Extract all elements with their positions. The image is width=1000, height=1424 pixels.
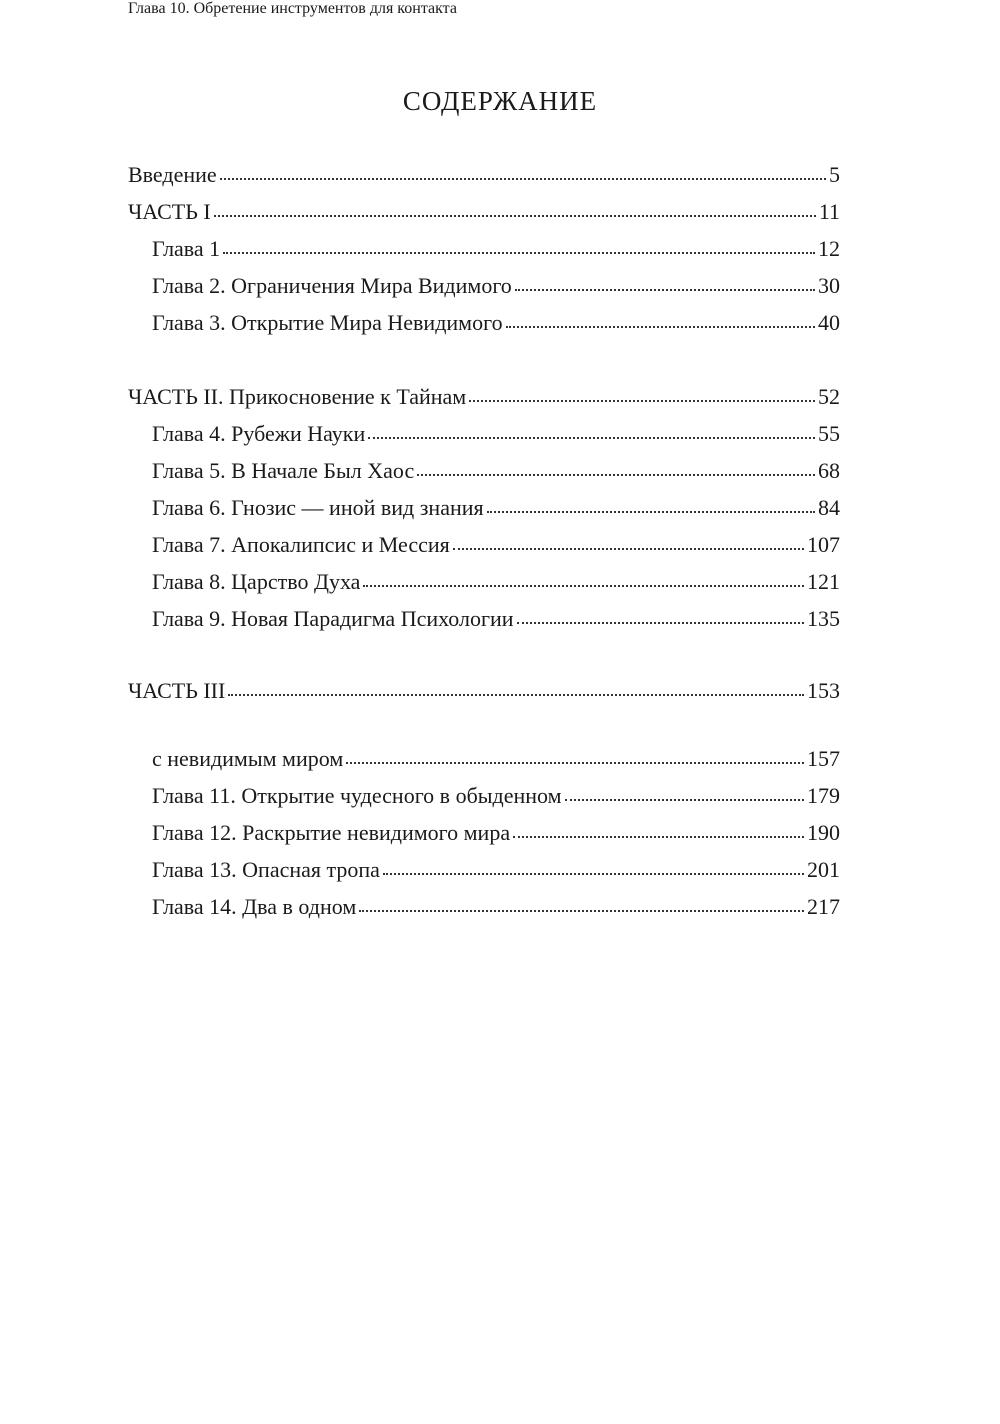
dot-leader <box>469 382 815 404</box>
dot-leader <box>223 234 815 256</box>
dot-leader <box>515 271 815 293</box>
toc-entry-page: 30 <box>818 273 840 298</box>
dot-leader <box>368 419 815 441</box>
toc-entry-page: 157 <box>807 746 840 771</box>
toc-entry-label: с невидимым миром <box>152 746 344 771</box>
toc-entry-label: Глава 1 <box>152 236 221 261</box>
toc-entry-page: 135 <box>807 606 840 631</box>
toc-entry-page: 40 <box>818 310 840 335</box>
dot-leader <box>383 855 804 877</box>
toc-entry-label: Глава 12. Раскрытие невидимого мира <box>152 820 511 845</box>
toc-entry-page: 52 <box>818 384 840 409</box>
toc-entry-chapter-10-line1[interactable]: Глава 10. Обретение инструментов для контакта <box>128 0 457 17</box>
toc-entry-page: 11 <box>818 199 840 224</box>
toc-entry-page: 84 <box>818 495 840 520</box>
toc-entry-chapter-3[interactable] <box>152 308 840 338</box>
toc-entry-page: 5 <box>829 162 840 187</box>
toc-entry-label: ЧАСТЬ III <box>128 678 226 703</box>
dot-leader <box>363 567 804 589</box>
dot-leader <box>513 818 804 840</box>
dot-leader <box>487 493 815 515</box>
toc-entry-chapter-6[interactable] <box>152 493 840 523</box>
toc-entry-page: 153 <box>807 678 840 703</box>
toc-entry-page: 55 <box>818 421 840 446</box>
toc-entry-page: 121 <box>807 569 840 594</box>
toc-entry-chapter-9[interactable] <box>152 604 840 634</box>
table-of-contents <box>128 0 840 1424</box>
toc-entry-chapter-5[interactable] <box>152 456 840 486</box>
dot-leader <box>453 530 804 552</box>
toc-entry-label: Глава 11. Открытие чудесного в обыденном <box>152 783 562 808</box>
dot-leader <box>359 892 804 914</box>
toc-entry-page: 201 <box>807 857 840 882</box>
toc-entry-page: 190 <box>807 820 840 845</box>
toc-entry-page: 68 <box>818 458 840 483</box>
toc-entry-label: Введение <box>128 162 217 187</box>
toc-entry-label: Глава 4. Рубежи Науки <box>152 421 366 446</box>
dot-leader <box>506 308 815 330</box>
dot-leader <box>228 676 804 698</box>
toc-entry-label: Глава 9. Новая Парадигма Психологии <box>152 606 514 631</box>
toc-entry-label: Глава 13. Опасная тропа <box>152 857 380 882</box>
toc-entry-label: Глава 5. В Начале Был Хаос <box>152 458 415 483</box>
dot-leader <box>417 456 815 478</box>
toc-entry-part-3[interactable] <box>128 676 840 706</box>
toc-entry-chapter-2[interactable] <box>152 271 840 301</box>
toc-entry-label: ЧАСТЬ I <box>128 199 211 224</box>
toc-entry-chapter-1[interactable] <box>152 234 840 264</box>
toc-entry-chapter-10[interactable] <box>152 744 840 774</box>
page-title: СОДЕРЖАНИЕ <box>402 86 598 116</box>
toc-entry-chapter-13[interactable] <box>152 855 840 885</box>
toc-entry-chapter-7[interactable] <box>152 530 840 560</box>
dot-leader <box>346 744 804 766</box>
toc-entry-page: 107 <box>807 532 840 557</box>
toc-entry-chapter-8[interactable] <box>152 567 840 597</box>
dot-leader <box>517 604 804 626</box>
toc-entry-label: Глава 7. Апокалипсис и Мессия <box>152 532 450 557</box>
toc-entry-label: Глава 2. Ограничения Мира Видимого <box>152 273 512 298</box>
dot-leader <box>214 197 816 219</box>
dot-leader <box>220 160 826 182</box>
toc-entry-page: 217 <box>807 894 840 919</box>
toc-entry-part-2[interactable] <box>128 382 840 412</box>
dot-leader <box>565 781 804 803</box>
toc-entry-chapter-14[interactable] <box>152 892 840 922</box>
toc-entry-chapter-11[interactable] <box>152 781 840 811</box>
toc-entry-part-1[interactable] <box>128 197 840 227</box>
toc-entry-label: Глава 14. Два в одном <box>152 894 357 919</box>
toc-entry-introduction[interactable] <box>128 160 840 190</box>
toc-entry-chapter-4[interactable] <box>152 419 840 449</box>
toc-entry-chapter-12[interactable] <box>152 818 840 848</box>
toc-entry-label: Глава 6. Гнозис — иной вид знания <box>152 495 484 520</box>
toc-entry-page: 179 <box>807 783 840 808</box>
toc-entry-label: ЧАСТЬ II. Прикосновение к Тайнам <box>128 384 467 409</box>
toc-entry-label: Глава 3. Открытие Мира Невидимого <box>152 310 503 335</box>
toc-entry-label: Глава 8. Царство Духа <box>152 569 361 594</box>
toc-entry-page: 12 <box>818 236 840 261</box>
